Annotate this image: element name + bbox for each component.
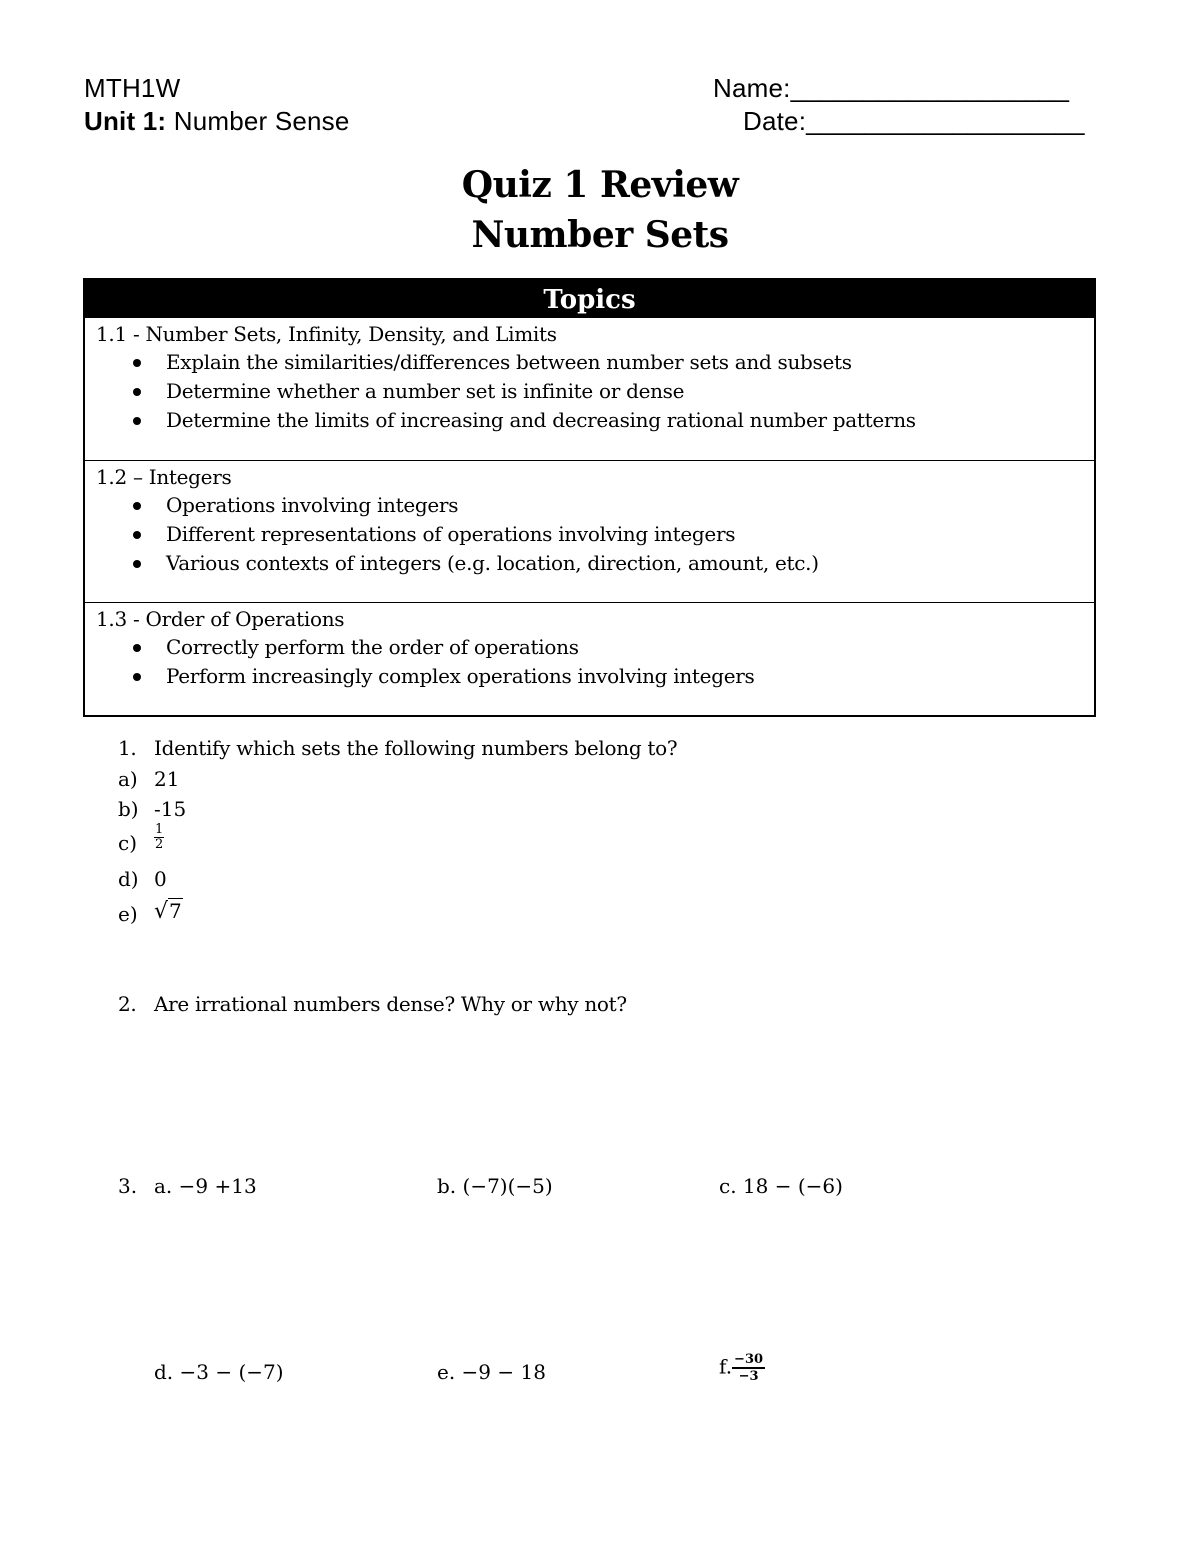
topic-bullet — [96, 348, 1094, 377]
question-3-number: 3. — [118, 1174, 138, 1198]
topic-bullet-text: Correctly perform the order of operations — [166, 635, 579, 659]
topic-bullet — [96, 633, 1094, 662]
topics-table — [83, 278, 1096, 717]
topic-bullet-text: Different representations of operations involving integers — [166, 522, 736, 546]
item-value: -15 — [154, 797, 187, 821]
topic-bullet-list — [96, 491, 1094, 578]
radicand: 7 — [169, 899, 182, 923]
unit-name: Number Sense — [166, 106, 350, 136]
bullet-icon — [133, 531, 141, 539]
question-text: Identify which sets the following numbers belong to? — [154, 736, 678, 760]
topic-bullet — [96, 377, 1094, 406]
page-title: Quiz 1 Review — [461, 164, 739, 206]
unit-heading — [84, 106, 350, 137]
course-code: MTH1W — [84, 73, 181, 103]
unit-label: Unit 1: — [84, 106, 167, 136]
topic-section-title: 1.3 - Order of Operations — [96, 607, 345, 631]
bullet-icon — [133, 388, 141, 396]
square-root — [154, 899, 183, 924]
page-subtitle: Number Sets — [471, 214, 729, 256]
fraction-denominator: 2 — [155, 837, 164, 852]
item-letter: e) — [118, 902, 138, 926]
bullet-icon — [133, 644, 141, 652]
bullet-icon — [133, 560, 141, 568]
item-letter: d) — [118, 867, 139, 891]
q3-part-d: d. −3 − (−7) — [154, 1360, 284, 1384]
q3-part-e: e. −9 − 18 — [437, 1360, 546, 1384]
topic-bullet-text: Perform increasingly complex operations involving integers — [166, 664, 755, 688]
bullet-icon — [133, 502, 141, 510]
question-text: Are irrational numbers dense? Why or why not? — [154, 992, 627, 1016]
topic-bullet — [96, 491, 1094, 520]
item-value: 0 — [154, 867, 167, 891]
topic-section-title: 1.2 – Integers — [96, 465, 232, 489]
q3-part-a: a. −9 +13 — [154, 1174, 257, 1198]
name-field[interactable]: Name:___________________ — [713, 73, 1070, 103]
question-number: 2. — [118, 992, 137, 1016]
item-letter: a) — [118, 767, 138, 791]
question-number: 1. — [118, 736, 137, 760]
topic-section-1-1 — [85, 318, 1094, 460]
q3-part-b: b. (−7)(−5) — [437, 1174, 553, 1198]
topics-header: Topics — [85, 280, 1094, 318]
item-value-radical — [154, 899, 183, 924]
topic-bullet-text: Operations involving integers — [166, 493, 459, 517]
topic-bullet — [96, 520, 1094, 549]
item-letter: c) — [118, 831, 138, 855]
q3-part-f — [719, 1352, 765, 1384]
part-label: f. — [719, 1354, 733, 1379]
topic-section-title: 1.1 - Number Sets, Infinity, Density, and Limits — [96, 322, 557, 346]
topic-bullet-list — [96, 633, 1094, 691]
topic-bullet — [96, 406, 1094, 435]
item-value: 21 — [154, 767, 180, 791]
topic-section-1-3 — [85, 602, 1094, 715]
fraction-denominator: −3 — [732, 1367, 765, 1384]
fraction-numerator: 1 — [155, 822, 164, 837]
fraction — [154, 823, 164, 852]
topic-bullet-text: Explain the similarities/differences between number sets and subsets — [166, 350, 852, 374]
fraction-numerator: −30 — [734, 1352, 764, 1367]
date-field[interactable]: Date:___________________ — [743, 106, 1085, 136]
bullet-icon — [133, 417, 141, 425]
fraction — [732, 1352, 765, 1384]
bullet-icon — [133, 673, 141, 681]
q3-part-c: c. 18 − (−6) — [719, 1174, 843, 1198]
radical-sign-icon: √ — [154, 899, 169, 924]
topic-bullet-list — [96, 348, 1094, 435]
topic-bullet-text: Determine the limits of increasing and decreasing rational number patterns — [166, 408, 916, 432]
topic-bullet — [96, 549, 1094, 578]
bullet-icon — [133, 359, 141, 367]
topic-section-1-2 — [85, 460, 1094, 602]
item-letter: b) — [118, 797, 139, 821]
item-value-fraction — [154, 823, 164, 852]
topic-bullet-text: Various contexts of integers (e.g. location, direction, amount, etc.) — [166, 551, 819, 575]
topic-bullet-text: Determine whether a number set is infinite or dense — [166, 379, 685, 403]
topic-bullet — [96, 662, 1094, 691]
